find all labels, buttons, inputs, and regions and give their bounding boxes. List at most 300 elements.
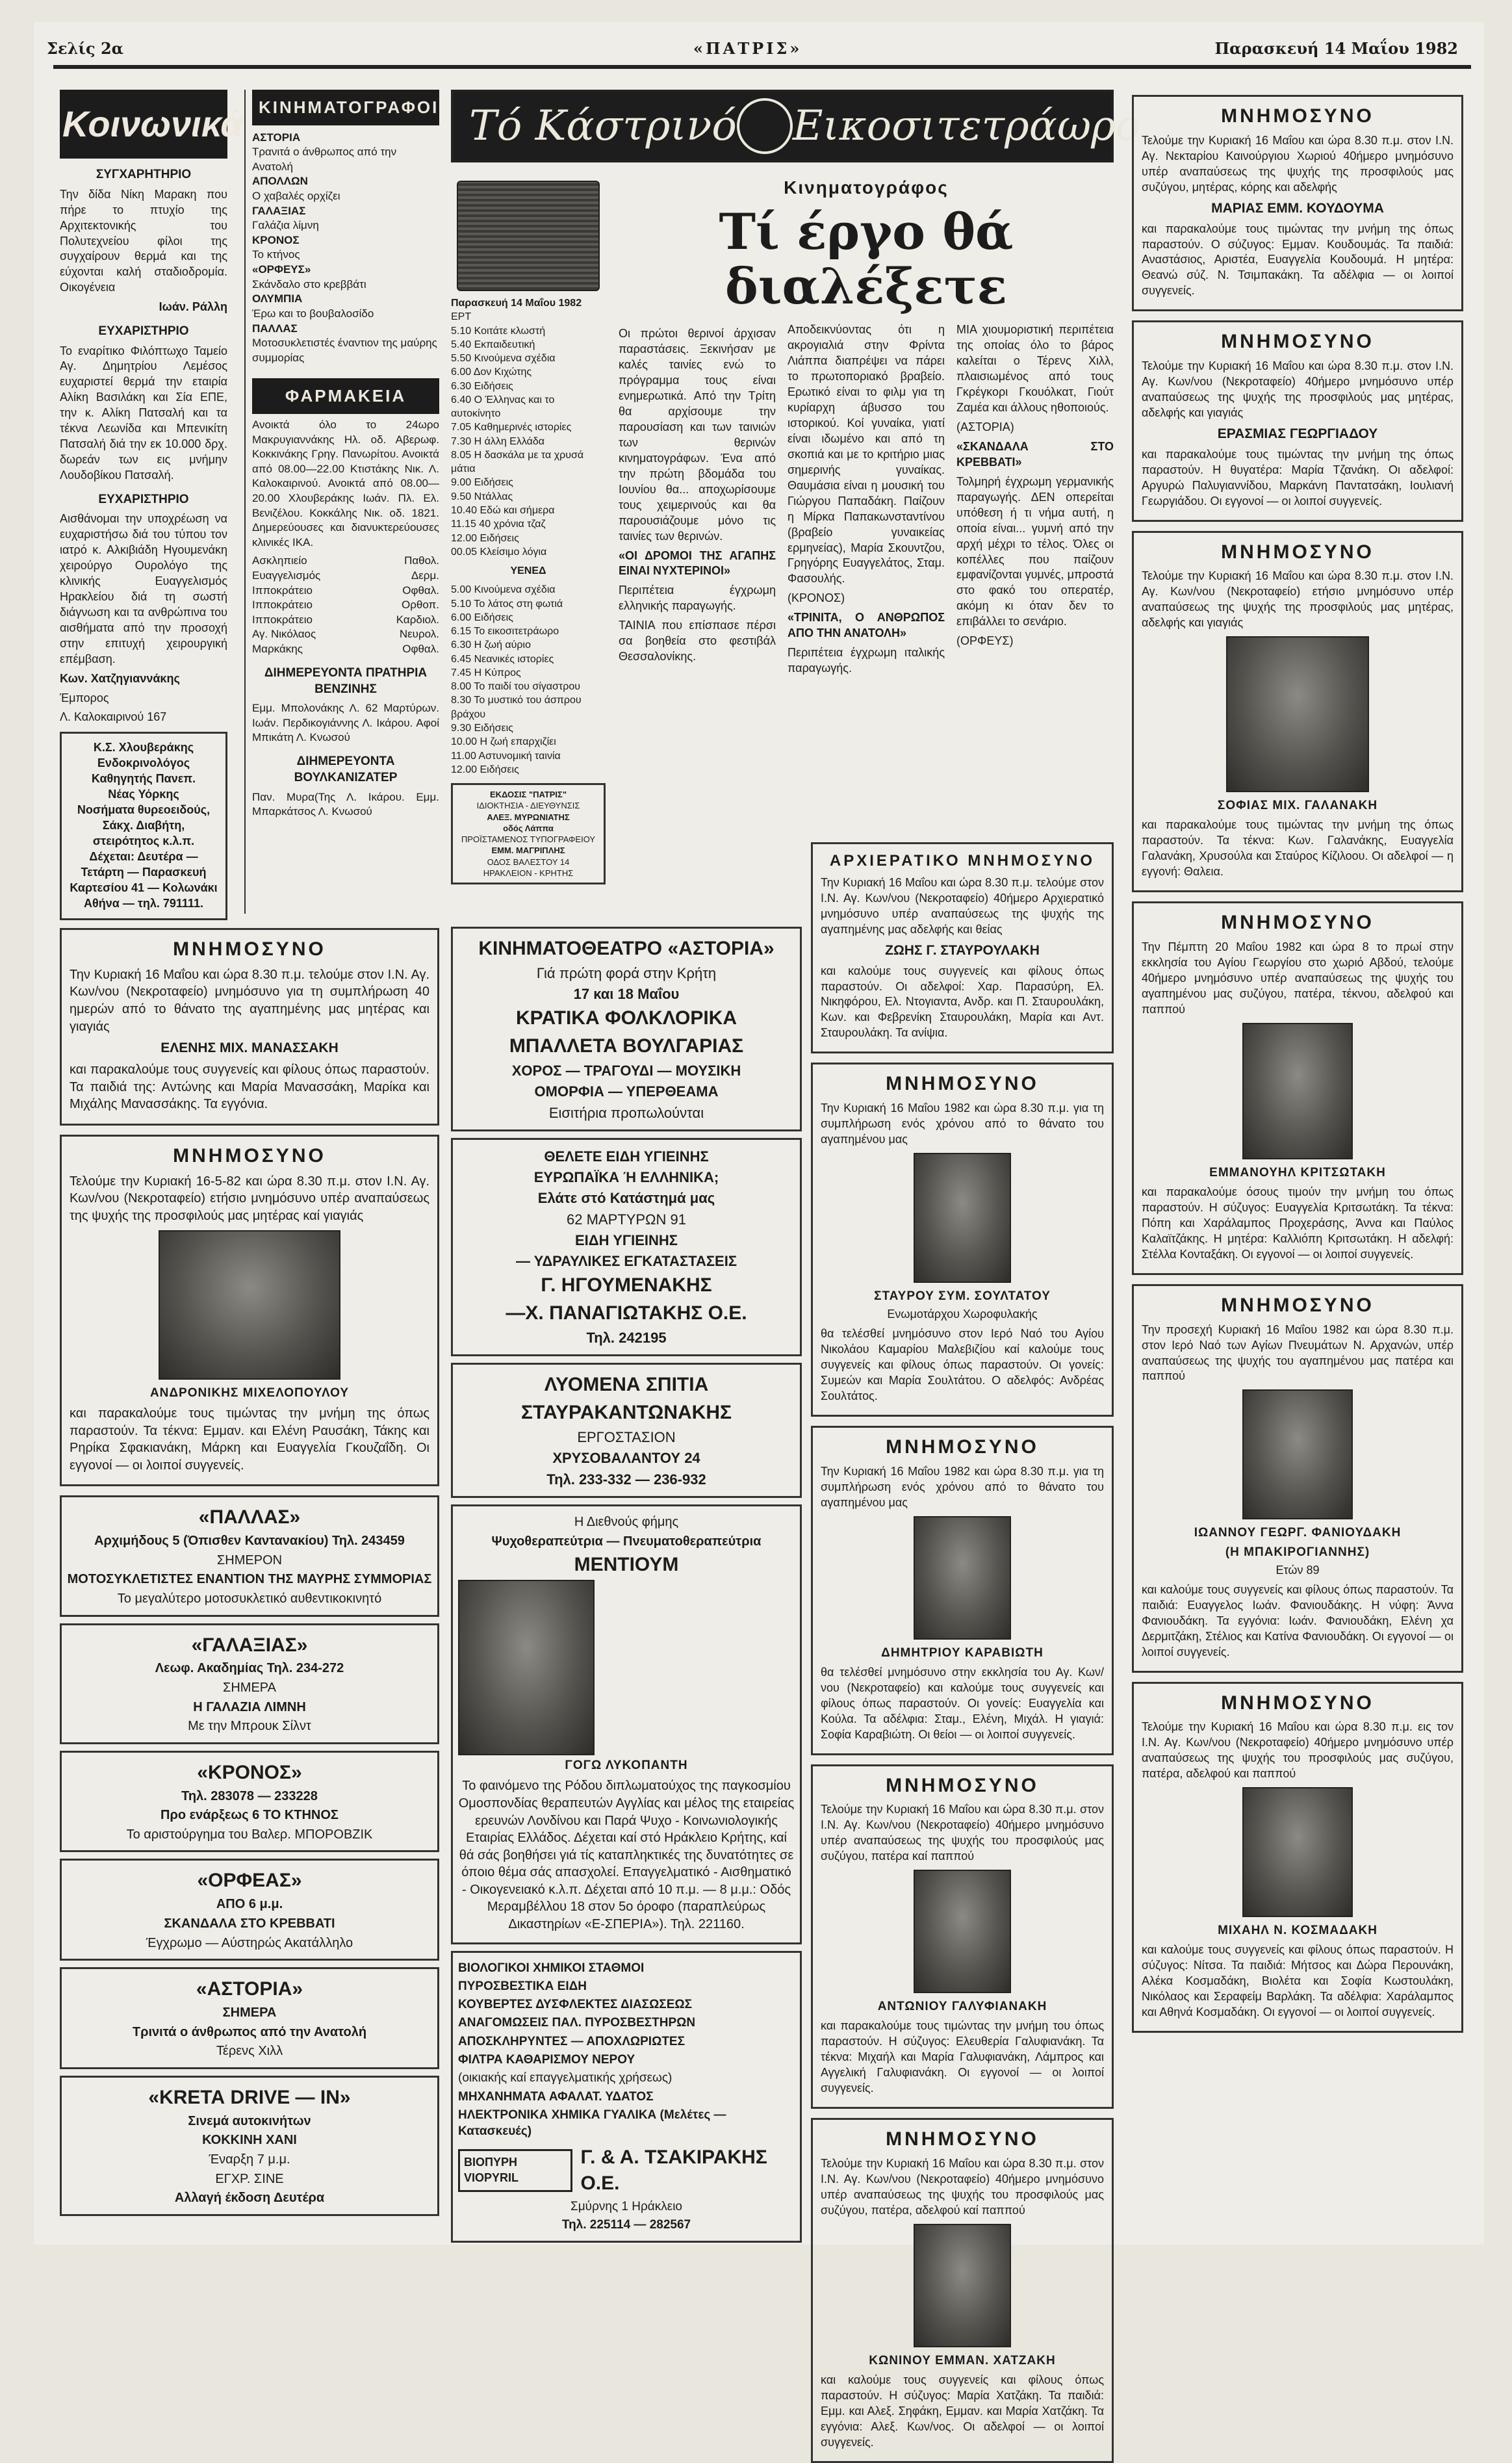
memorial-family: και παρακαλούμε τους τιμώντας την μνήμη της όπως παραστούν. Ο σύζυγος: Εμμαν. Κουδουμάς. Τα παιδιά: Αναστάσιος, Αριστέα, Ευαγγελία Κουδουμά. Η μητέρα: Θεανώ σύζ. Ν. Τσιμπακάκη. Τα αδέλφια — οι λοιποί συγγενείς. (1142, 222, 1454, 298)
text-line: ΚΡΟΝΟΣ (252, 233, 300, 246)
left-lower-column (60, 928, 439, 2234)
clinic-table (252, 554, 439, 656)
text-line: ΟΔΟΣ ΒΑΛΕΣΤΟΥ 14 (487, 857, 570, 867)
text-line: Ο χαβαλές ορχίζει (252, 190, 340, 203)
text-line: 6.30 Ειδήσεις (451, 380, 513, 392)
advert-line: Νέας Υόρκης (108, 788, 179, 801)
text-line: 8.00 Το παιδί του σίγαστρου (451, 681, 580, 693)
pharmacies-text: Ανοικτά όλο το 24ωρο Μακρυγιαννάκης Ηλ. οδ. Αβερωφ. Κοκκινάκης Γρηγ. Πανωρίτου. Ανοικτά από 08.00—22.00 Κτιστάκης Νικ. Λ. Καλοκαιρινού. Ανοικτά από 08.00—20.00 Χλουβεράκης Ιωάν. Πλ. Ελ. Βενιζέλου. Κοκκάλης Νικ. οδ. 1821. Δημερεύουσες και διανυκτερεύουσες κλινικές ΙΚΑ. (252, 418, 439, 548)
text-line: 5.10 Το λάτος στη φωτιά (451, 598, 563, 610)
tv-channel-heading: ΥΕΝΕΔ (510, 565, 546, 577)
review-cinema: (ΑΣΤΟΡΙΑ) (956, 420, 1014, 434)
memorial-notice (811, 2118, 1114, 2463)
memorial-family: θα τελέσθεί μνημόσυνο στην εκκλησία του Αγ. Κων/νου (Νεκροταφείο) και καλούμε τους συγγενείς και φίλους όπως παραστούν. Οι γονείς: Ευαγγελία και Κούλα. Τα αδέλφια: Σταμ., Ελένη, Μιχάλ. Η γιαγιά: Σοφία Καραβιώτη. Οι θείοι — οι λοιποί συγγενείς. (821, 1665, 1104, 1741)
text-line: Τηλ. 283078 — 233228 (181, 1788, 318, 1803)
memorial-notice (60, 928, 439, 1126)
memorial-notice (811, 1063, 1114, 1417)
memorial-family: και καλούμε τους συγγενείς και φίλους όπως παραστούν. Η σύζυγος: Νίτσα. Τα παιδιά: Μήτσος και Δώρα Περουνάκη, Αλέκα Κοσμαδάκη, Βιολέτα και Σοφία Κωστουλάκη, Νικόλαος και Σεραφείμ Βαρλάκη. Τα αδέλφια: Χαράλαμπος και Αθηνά Κοσμαδάκη. Οι εγγονοί — οι λοιποί συγγενείς. (1142, 1943, 1454, 2019)
text-line: ΣΚΑΝΔΑΛΑ ΣΤΟ ΚΡΕΒΒΑΤΙ (164, 1916, 335, 1931)
portrait-photo (914, 1870, 1011, 1993)
text-line: 11.15 40 χρόνια τζαζ (451, 519, 546, 530)
memorial-text: Την Κυριακή 16 Μαΐου και ώρα 8.30 π.μ. τελούμε στον Ι.Ν. Αγ. Κων/νου (Νεκροταφείο) μνημόσυνο για τη συμπλήρωση 40 ημερών από το θάνατο της αγαπημένης μας μητέρας και γιαγιάς (70, 967, 429, 1034)
advert-line: Κ.Σ. Χλουβεράκης (93, 741, 194, 754)
text-line: Αγ. Νικόλαος (252, 628, 316, 641)
text-line: 7.45 Η Κύπρος (451, 667, 521, 678)
text-line: 12.00 Ειδήσεις (451, 764, 519, 775)
film-title: «ΣΚΑΝΔΑΛΑ ΣΤΟ ΚΡΕΒΒΑΤΙ» (956, 439, 1114, 469)
review-text: ΜΙΑ χιουμοριστική περιπέτεια της οποίας όλο το βάρος καλείται ο Τέρενς Χιλλ, πλαισιωμένος από τους Γκρέγκορι Γκουόλκατ, Γιούτ Ζαμέα και άλλους ηθοποιούς. (956, 323, 1114, 415)
text-line: ΑΠΟ 6 μ.μ. (216, 1897, 283, 1912)
portrait-photo (1226, 636, 1369, 792)
cinema-advert (60, 1967, 439, 2069)
advert-text: Το φαινόμενο της Ρόδου διπλωματούχος της παγκοσμίου Ομοσπονδίας θεραπευτών Αγγλίας και μέλος της εταιρείας ερευνών Λονδίνου και Παρά Ψυχο - Κοινωνιολογικής Εταιρίας Ελλάδος. Δέχεται καί στό Ηράκλειο Κρήτης, καί θά σάς βοηθήσει γιά τίς καταπληκτικές της δυνατότητες σε όποιο θέμα σάς απασχολεί. Επαγγελματικό - Αισθηματικό - Οικογενειακό κ.λ.π. Δέχεται από 10 π.μ. — 8 μ.μ.: Οδός Μεραμβέλλου 18 στον 5ο όροφο (παραπλεύρως Δικαστηρίων «Ε-ΣΠΕΡΙΑ»). Τηλ. 221160. (458, 1779, 795, 1932)
cinema-advert (60, 1623, 439, 1744)
clinic-row (252, 627, 439, 642)
memorial-family: και παρακαλούμε τους τιμώντας την μνήμη της όπως παραστούν. Τα τέκνα: Εμμαν. και Ελένη Ραυσάκη, Τάκης και Ρηρίκα Σφακιανάκη, Μάρκη και Ευαγγελία Γκουζαΐδη. Οι εγγονοί — οι λοιποί συγγενείς. (70, 1406, 429, 1473)
memorial-title: ΑΡΧΙΕΡΑΤΙΚΟ ΜΝΗΜΟΣΥΝΟ (829, 852, 1096, 870)
memorial-family: και καλούμε τους συγγενείς και φίλους όπως παραστούν. Οι αδελφοί: Χαρ. Παρασύρη, Ελ. Νικηφόρου, Ελ. Ντογιαντα, Ανδρ. και Π. Σταυρουλάκη, Κων. και Φεβρενίκη Σταυρουλάκη, Μαρία και Αντ. Σταυρουλάκη. Τα ανίψια. (821, 964, 1104, 1040)
text-line: 12.00 Ειδήσεις (451, 532, 519, 544)
text-line: Τηλ. 242195 (586, 1330, 667, 1347)
text-line: ΟΜΟΡΦΙΑ — ΥΠΕΡΘΕΑΜΑ (534, 1083, 719, 1100)
text-line: Σινεμά αυτοκινήτων (188, 2113, 311, 2128)
text-line: ΜΗΧΑΝΗΜΑΤΑ ΑΦΑΛΑΤ. ΥΔΑΤΟΣ (458, 2089, 654, 2104)
memorial-text: Τελούμε την Κυριακή 16 Μαΐου και ώρα 8.30 π.μ. στον Ι.Ν. Αγ. Κων/νου (Νεκροταφείο) 40ήμερο μνημόσυνο υπέρ αναπαύσεως της ψυχής της προσφιλούς μας μητέρας, αδελφής και γιαγιάς (1142, 359, 1454, 419)
text-line: ΘΕΛΕΤΕ ΕΙΔΗ ΥΓΙΕΙΝΗΣ (544, 1148, 709, 1165)
notice-text: Εμμ. Μπολονάκης Λ. 62 Μαρτύρων. Ιωάν. Περδικογιάννης Λ. Ικάρου. Αφοί Μπικάτη Λ. Κνωσού (252, 702, 439, 744)
text-line: Έναρξη 7 μ.μ. (209, 2152, 290, 2167)
cinema-entry (252, 204, 439, 233)
notice-text: Αισθάνομαι την υποχρέωση να ευχαριστήσω διά του τύπου τον ιατρό κ. Αλκιβιάδη Ηγουμενάκη χειρούργο Ουρολόγο της κλινικής Ευαγγελισμός Ηρακλείου διά τη σωστή διάγνωση και τα ανθρώπινα του αισθήματα από την προσοχή στην επιτυχή χειρουργική επέμβαση. (60, 512, 227, 665)
section-subtitle: Κινηματογράφος (784, 177, 949, 198)
portrait-photo (914, 1516, 1011, 1640)
text-line: ΠΑΛΛΑΣ (252, 322, 298, 335)
text-line: Ιπποκράτειο (252, 599, 313, 612)
text-line: ΑΝΑΓΟΜΩΣΕΙΣ ΠΑΛ. ΠΥΡΟΣΒΕΣΤΗΡΩΝ (458, 2016, 696, 2030)
memorial-notice (1132, 1682, 1463, 2033)
memorial-notice (811, 1426, 1114, 1755)
text-line: Η Διεθνούς φήμης (574, 1514, 679, 1529)
text-line: 8.30 Το μυστικό του άσπρου βράχου (451, 695, 582, 720)
text-line: «ΠΑΛΛΑΣ» (198, 1506, 301, 1528)
text-line: Λεωφ. Ακαδημίας Τηλ. 234-272 (155, 1661, 344, 1676)
medium-advert (451, 1504, 802, 1944)
memorial-title: ΜΝΗΜΟΣΥΝΟ (1221, 1294, 1374, 1316)
text-line: 9.50 Ντάλλας (451, 491, 513, 502)
text-line: 6.30 Η ζωή αύριο (451, 639, 531, 651)
section-heading: ΕΥΧΑΡΙΣΤΗΡΙΟ (98, 492, 189, 506)
portrait-photo (1242, 1787, 1353, 1917)
advert-line: Ενδοκρινολόγος (97, 756, 190, 770)
cinema-entry (252, 263, 439, 292)
photo-age: Ετών 89 (1275, 1563, 1320, 1577)
text-line: ΧΟΡΟΣ — ΤΡΑΓΟΥΔΙ — ΜΟΥΣΙΚΗ (511, 1063, 741, 1079)
text-line: «ΑΣΤΟΡΙΑ» (196, 1978, 303, 2000)
photo-caption: ΚΩΝΙΝΟΥ ΕΜΜΑΝ. ΧΑΤΖΑΚΗ (869, 2353, 1056, 2367)
tv-guide (451, 175, 606, 878)
text-line: Παθολ. (404, 554, 439, 567)
memorial-title: ΜΝΗΜΟΣΥΝΟ (1221, 912, 1374, 934)
deceased-name: ΕΡΑΣΜΙΑΣ ΓΕΩΡΓΙΑΔΟΥ (1217, 426, 1378, 441)
tv-date: Παρασκευή 14 Μαΐου 1982 (451, 298, 582, 309)
notice-text: Το εναρίτικο Φιλόπτωχο Ταμείο Αγ. Δημητρίου Λεμέσος ευχαριστεί θερμά την εταιρία Αλίκη Βασιλάκη και Σία ΕΠΕ, την κ. Αλίκη Πατσαλή και τα τέκνα Λεωνίδα και Μπενικίτη Πατσαλή διά την εκ 10.000 δρχ. δωρεάν των εις μνήμην Λουδοβίκου Πατσαλή. (60, 344, 227, 482)
memorial-title: ΜΝΗΜΟΣΥΝΟ (173, 938, 326, 960)
memorial-family: θα τελέσθεί μνημόσυνο στον Ιερό Ναό του Αγίου Νικολάου Καμαρίου Μαλεβιζίου καί καλούμε τους συγγενείς και φίλους όπως παραστούν. Οι γονείς: Συμεών και Μαρία Σουλτάτου. Ο αδελφός: Ανδρέας Σουλτάτος. (821, 1327, 1104, 1402)
text-line: «ΓΑΛΑΞΙΑΣ» (191, 1634, 308, 1656)
memorial-text: Τελούμε την Κυριακή 16 Μαΐου και ώρα 8.30 π.μ. στον Ι.Ν. Αγ. Κων/νου (Νεκροταφείο) 40ήμερο μνημόσυνο υπέρ αναπαύσεως της ψυχής του προσφιλούς μας συζύγου, πατέρα, αδελφού καί παππού (821, 2157, 1104, 2217)
text-line: Ελάτε στό Κατάστημά μας (537, 1190, 715, 1207)
text-line: Το αριστούργημα του Βαλερ. ΜΠΟΡΟΒΖΙΚ (126, 1827, 373, 1842)
memorial-title: ΜΝΗΜΟΣΥΝΟ (886, 1436, 1039, 1458)
text-line: Γαλάζια λίμνη (252, 219, 319, 232)
text-line: Ευαγγελισμός (252, 569, 321, 582)
text-line: «ΟΡΦΕΑΣ» (197, 1870, 302, 1892)
portrait-photo (1242, 1023, 1353, 1159)
text-line: 5.00 Κινούμενα σχέδια (451, 584, 556, 596)
text-line: 5.40 Εκπαιδευτική (451, 339, 535, 350)
text-line: ΣΗΜΕΡΑ (222, 1681, 276, 1696)
text-line: ΧΡΥΣΟΒΑΛΑΝΤΟΥ 24 (552, 1450, 700, 1467)
notice-text: Παν. Μυρα(Της Λ. Ικάρου. Εμμ. Μπαρκάτσος Λ. Κνωσού (252, 790, 439, 818)
memorial-title: ΜΝΗΜΟΣΥΝΟ (173, 1144, 326, 1167)
text-line: Οφθαλ. (402, 643, 439, 656)
memorial-title: ΜΝΗΜΟΣΥΝΟ (1221, 541, 1374, 563)
portrait-photo (458, 1580, 595, 1755)
text-line: ΕΓΧΡ. ΣΙΝΕ (215, 2171, 284, 2186)
social-column (60, 90, 244, 914)
text-line: 11.00 Αστυνομική ταινία (451, 750, 561, 762)
text-line: 10.40 Εδώ και σήμερα (451, 504, 555, 516)
text-line: Το κτήνος (252, 248, 300, 261)
portrait-photo (159, 1230, 340, 1380)
review-text: ΤΑΙΝΙΑ που επίσπασε πέρσι σα βοηθεία στο φεστιβάλ Θεσσαλονίκης. Αποδεικνύοντας ότι η ακρογιαλιά στην Φρίντα Λιάππα διαπρέψει να πάρει το πρωτοποριακό βραβείο. Ερωτικό είναι το φιλμ για τη κυρίαρχη άβυσσο του ιστορικού. Κοί γυναίκα, γιατί είναι ιδωμένο και από τη σκοπιά και με το κριτήριο μιας σημερινής γυναίκας. Θαυμάσια είναι η μουσική του Γιώργου Παπαδάκη. Παίζουν η Μίρκα Παπακωνσταντίνου (βραβείο γυναικείας ερμηνείας), Μαρία Σκουντζου, Γρηγόρης Ευαγγελάτος, Σταμ. Φασουλής. (619, 323, 945, 664)
cinemas-heading: ΚΙΝΗΜΑΤΟΓΡΑΦΟΙ (252, 90, 439, 125)
memorial-notice (1132, 531, 1463, 893)
clinic-row (252, 584, 439, 599)
company-phone: Τηλ. 225114 — 282567 (561, 2218, 691, 2232)
page-number: Σελίς 2α (47, 39, 124, 58)
photo-caption: ΕΜΜΑΝΟΥΗΛ ΚΡΙΤΣΩΤΑΚΗ (1209, 1165, 1386, 1180)
film-title: «ΟΙ ΔΡΟΜΟΙ ΤΗΣ ΑΓΑΠΗΣ ΕΙΝΑΙ ΝΥΧΤΕΡΙΝΟΙ» (619, 548, 776, 578)
photo-caption: ΣΟΦΙΑΣ ΜΙΧ. ΓΑΛΑΝΑΚΗ (1217, 799, 1378, 813)
company-name: Γ. & Α. ΤΣΑΚΙΡΑΚΗΣ Ο.Ε. (580, 2147, 767, 2195)
review-cinema: (ΚΡΟΝΟΣ) (788, 591, 845, 605)
text-line: ΦΙΛΤΡΑ ΚΑΘΑΡΙΣΜΟΥ ΝΕΡΟΥ (458, 2053, 635, 2067)
cinema-advert (60, 2076, 439, 2216)
photo-subcaption: (Η ΜΠΑΚΙΡΟΓΙΑΝΝΗΣ) (1225, 1545, 1370, 1559)
photo-caption: ΑΝΤΩΝΙΟΥ ΓΑΛΥΦΙΑΝΑΚΗ (877, 2000, 1047, 2014)
obituaries-right (1132, 95, 1463, 2233)
text-line: (οικιακής καί επαγγελματικής χρήσεως) (458, 2071, 673, 2085)
memorial-title: ΜΝΗΜΟΣΥΝΟ (886, 1774, 1039, 1796)
text-line: ΗΛΕΚΤΡΟΝΙΚΑ ΧΗΜΙΚΑ ΓΥΑΛΙΚΑ (Μελέτες — Κατασκευές) (458, 2108, 726, 2139)
film-review (619, 175, 1114, 832)
banner-left-title: Τό Κάστρινό (469, 102, 737, 150)
newspaper-page (34, 22, 1484, 2449)
memorial-text: Τελούμε την Κυριακή 16 Μαΐου και ώρα 8.30 π.μ. εις τον Ι.Ν. Αγ. Κων/νου (Νεκροταφείο) 40ήμερο μνημόσυνο υπέρ αναπαύσεως της ψυχής του προσφιλούς μας συζύγου, πατέρα, αδελφού και παππού (1142, 1720, 1454, 1781)
text-line: —Χ. ΠΑΝΑΓΙΩΤΑΚΗΣ Ο.Ε. (506, 1302, 747, 1324)
memorial-text: Την προσεχή Κυριακή 16 Μαΐου 1982 και ώρα 8.30 π.μ. στον Ιερό Ναό των Αγίων Πνευμάτων Ν. Αρχανών, υπέρ αναπαύσεως της ψυχής του αγαπημένου μας πατέρα και παππού (1142, 1322, 1454, 1383)
deceased-name: ΜΑΡΙΑΣ ΕΜΜ. ΚΟΥΔΟΥΜΑ (1211, 200, 1384, 216)
text-line: ΜΠΑΛΛΕΤΑ ΒΟΥΛΓΑΡΙΑΣ (509, 1035, 744, 1057)
prefab-houses-advert (451, 1363, 802, 1498)
text-line: ΠΡΟΪΣΤΑΜΕΝΟΣ ΤΥΠΟΓΡΑΦΕΙΟΥ (461, 834, 596, 845)
memorial-notice (811, 1764, 1114, 2109)
memorial-notice (1132, 901, 1463, 1275)
memorial-text: Τελούμε την Κυριακή 16 Μαΐου και ώρα 8.30 π.μ. στον Ι.Ν. Αγ. Κων/νου (Νεκροταφείο) 40ήμερο μνημόσυνο υπέρ αναπαύσεως της ψυχής του προσφιλούς μας συζύγου, πατέρα καί παππού (821, 1803, 1104, 1863)
memorial-family: και καλούμε τους συγγενείς και φίλους όπως παραστούν. Η σύζυγος: Μαρία Χατζάκη. Τα παιδιά: Εμμ. και Αλεξ. Σηφάκη, Εμμαν. και Μαρία Χατζάκη. Τα εγγόνια: Αλεξ. Κων/νος. Οι αδελφοί — οι λοιποί συγγενείς. (821, 2373, 1104, 2449)
text-line: ΕΡΓΟΣΤΑΣΙΟΝ (577, 1429, 676, 1446)
cinema-entry (252, 131, 439, 175)
memorial-family: και παρακαλούμε όσους τιμούν την μνήμη του όπως παραστούν. Η σύζυγος: Ευαγγελία Κριτσωτάκη. Τα τέκνα: Πόπη και Χαράλαμπος Προχεράσης, Άννα και Παύλος Καλαϊτζάκης. Η μητέρα: Καλλιόπη Κριτσωτάκη. Η αδελφή: Στέλλα Κονταξάκη. Οι εγγονοί — οι λοιποί συγγενείς. (1142, 1185, 1454, 1261)
review-intro: Οι πρώτοι θερινοί άρχισαν παραστάσεις. Ξεκινήσαν με καλές ταινίες ενώ το πρόγραμμα τους είναι ενημερωτικά. Από την Τρίτη θα αρχίσουμε την παρουσίαση και των ταινιών των θερινών κινηματογράφων. Ένα από την πρώτη βδομάδα του Ιουνίου θα... αποχωρίσουμε τους χειμερινούς και θα παρουσιάζουμε μόνο τις ταινίες των θερινών. (619, 327, 776, 543)
photo-caption: ΑΝΔΡΟΝΙΚΗΣ ΜΙΧΕΛΟΠΟΥΛΟΥ (149, 1386, 350, 1400)
memorial-title: ΜΝΗΜΟΣΥΝΟ (886, 1073, 1039, 1095)
deceased-name: ΕΛΕΝΗΣ ΜΙΧ. ΜΑΝΑΣΣΑΚΗ (160, 1040, 339, 1056)
text-line: ΚΟΚΚΙΝΗ ΧΑΝΙ (202, 2133, 297, 2148)
fire-equipment-advert (451, 1951, 802, 2243)
masthead: «ΠΑΤΡΙΣ» (693, 39, 802, 58)
text-line: Ιπποκράτειο (252, 584, 313, 597)
text-line: ΕΙΔΗ ΥΓΙΕΙΝΗΣ (575, 1232, 678, 1248)
text-line: Εισιτήρια προπωλούνται (548, 1104, 704, 1121)
text-line: 6.00 Ειδήσεις (451, 612, 513, 623)
text-line: Δερμ. (411, 569, 439, 582)
text-line: 10.00 Η ζωή επαρχιζίει (451, 736, 556, 748)
memorial-family: και καλούμε τους συγγενείς και φίλους όπως παραστούν. Τα παιδιά: Ευαγγελος Ιωάν. Φανιουδάκης. Η νύφη: Άννα Φανιουδάκη. Τα εγγόνια: Ιωάν. Φανιουδάκη, Ελένη χα Δερμιτζάκη, Στέλιος και Κατίνα Φανιουδάκη. Οι εγγονοί — οι λοιποί συγγενείς. (1142, 1582, 1454, 1658)
text-line: ΜΟΤΟΣΥΚΛΕΤΙΣΤΕΣ ΕΝΑΝΤΙΟΝ ΤΗΣ ΜΑΥΡΗΣ ΣΥΜΜΟΡΙΑΣ (67, 1572, 432, 1587)
memorial-text: Την Κυριακή 16 Μαΐου 1982 και ώρα 8.30 π.μ. για τη συμπλήρωση ενός χρόνου από το θάνατο του αγαπημένου μας (821, 1464, 1104, 1509)
clinic-row (252, 642, 439, 657)
clinic-row (252, 554, 439, 569)
clinic-row (252, 569, 439, 584)
text-line: Οφθαλ. (402, 584, 439, 597)
text-line: ΣΗΜΕΡΑ (222, 2005, 277, 2020)
portrait-photo (914, 1153, 1011, 1283)
text-line: Γ. ΗΓΟΥΜΕΝΑΚΗΣ (541, 1274, 712, 1296)
text-line: Με την Μπρουκ Σίλντ (188, 1719, 311, 1734)
issue-date: Παρασκευή 14 Μαΐου 1982 (1214, 39, 1458, 58)
text-line: 9.00 Ειδήσεις (451, 477, 513, 489)
text-line: Τέρενς Χιλλ (216, 2044, 283, 2059)
text-line: Γιά πρώτη φορά στην Κρήτη (536, 964, 717, 981)
portrait-photo (914, 2224, 1011, 2347)
text-line: 00.05 Κλείσιμο λόγια (451, 546, 547, 558)
advert-line: Νοσήματα θυρεοειδούς, Σάκχ. Διαβήτη, στειρότητος κ.λ.π. (77, 803, 211, 848)
pharmacies-heading: ΦΑΡΜΑΚΕΙΑ (252, 378, 439, 414)
text-line: ΚΟΥΒΕΡΤΕΣ ΔΥΣΦΛΕΚΤΕΣ ΔΙΑΣΩΣΕΩΣ (458, 1998, 693, 2012)
text-line: Καρδιολ. (396, 613, 439, 626)
text-line: 6.40 Ο Έλληνας και το αυτοκίνητο (451, 394, 555, 420)
text-line: ΓΑΛΑΞΙΑΣ (252, 204, 306, 217)
text-line: Σκάνδαλο στο κρεββάτι (252, 277, 366, 290)
memorial-notice (1132, 320, 1463, 521)
cinema-advert (60, 1751, 439, 1853)
memorial-notice (811, 842, 1114, 1053)
tv-schedule-yened (451, 583, 606, 777)
text-line: Ορθοπ. (401, 599, 439, 612)
text-line: 8.05 Η δασκάλα με τα χρυσά μάτια (451, 449, 584, 475)
cinema-list (252, 131, 439, 366)
memorial-title: ΜΝΗΜΟΣΥΝΟ (1221, 331, 1374, 353)
text-line: Νευρολ. (399, 628, 439, 641)
text-line: Η ΓΑΛΑΖΙΑ ΛΙΜΝΗ (193, 1699, 306, 1714)
memorial-text: Τελούμε την Κυριακή 16 Μαΐου και ώρα 8.30 π.μ. στον Ι.Ν. Αγ. Νεκταρίου Καινούργιου Χωριού 40ήμερο μνημόσυνο υπέρ αναπαύσεως της ψυχής της προσφιλούς μας συζύγου, μητέρας, κόρης και αδελφής (1142, 133, 1454, 194)
text-line: ΕΡΤ (451, 311, 472, 323)
text-line: ΣΗΜΕΡΟΝ (216, 1553, 283, 1567)
text-line: οδός Λάππα (503, 823, 554, 833)
photo-caption: ΜΙΧΑΗΛ Ν. ΚΟΣΜΑΔΑΚΗ (1218, 1924, 1377, 1938)
text-line: ΚΙΝΗΜΑΤΟΘΕΑΤΡΟ «ΑΣΤΟΡΙΑ» (478, 938, 775, 959)
text-line: 6.00 Δον Κιχώτης (451, 367, 532, 378)
film-title: «ΤΡΙΝΙΤΑ, Ο ΑΝΘΡΩΠΟΣ ΑΠΟ ΤΗΝ ΑΝΑΤΟΛΗ» (788, 611, 945, 640)
text-line: Έρω και το βουβαλοσίδο (252, 307, 374, 320)
tv-schedule-ert (451, 310, 606, 559)
memorial-title: ΜΝΗΜΟΣΥΝΟ (886, 2128, 1039, 2150)
photo-caption: ΔΗΜΗΤΡΙΟΥ ΚΑΡΑΒΙΩΤΗ (881, 1645, 1044, 1660)
section-heading: ΣΥΓΧΑΡΗΤΗΡΙΟ (96, 168, 192, 182)
section-banner (451, 90, 1141, 162)
deceased-name: ΖΩΗΣ Γ. ΣΤΑΥΡΟΥΛΑΚΗ (885, 942, 1040, 958)
memorial-family: και παρακαλούμε τους συγγενείς και φίλους όπως παραστούν. Τα παιδιά της: Αντώνης και Μαρία Μανασσάκη, Μαρίκα και Μιχάλης Μανασσάκης. Τα εγγόνια. (70, 1063, 429, 1112)
notice-text: Την δίδα Νίκη Μαρακη που πήρε το πτυχίο της Αρχιτεκτονικής του Πολυτεχνείου φίλοι της συγχαίρουν θερμά και της εύχονται καλή σταδιοδρομία. Οικογένεια (60, 187, 227, 294)
photo-caption: ΓΟΓΩ ΛΥΚΟΠΑΝΤΗ (565, 1759, 688, 1773)
text-line: Μοτοσυκλετιστές έναντιον της μαύρης συμμορίας (252, 337, 437, 364)
cinema-entry (252, 174, 439, 203)
signature: Κων. Χατζηγιαννάκης (60, 671, 180, 685)
text-line: ΒΙΟΛΟΓΙΚΟΙ ΧΗΜΙΚΟΙ ΣΤΑΘΜΟΙ (458, 1961, 645, 1975)
text-line: ΟΛΥΜΠΙΑ (252, 292, 303, 305)
memorial-text: Τελούμε την Κυριακή 16-5-82 και ώρα 8.30 π.μ. στον Ι.Ν. Αγ. Κων/νου (Νεκροταφείο) ετήσιο μνημόσυνο υπέρ αναπαύσεως της ψυχής της προσφιλούς μας μητέρας καί γιαγιάς (70, 1174, 429, 1224)
clinic-row (252, 613, 439, 628)
text-line: Μαρκάκης (252, 643, 303, 656)
advert-line: Καθηγητής Πανεπ. (91, 772, 196, 786)
cinema-advert (60, 1495, 439, 1616)
text-line: 5.50 Κινούμενα σχέδια (451, 353, 556, 365)
text-line: ΠΥΡΟΣΒΕΣΤΙΚΑ ΕΙΔΗ (458, 1979, 587, 1993)
text-line: ΕΥΡΩΠΑΪΚΑ Ή ΕΛΛΗΝΙΚΑ; (533, 1169, 719, 1186)
signature: Ιωάν. Ράλλη (159, 300, 227, 314)
review-cinema: (ΟΡΦΕΥΣ) (956, 634, 1014, 648)
clinic-row (252, 598, 439, 613)
text-line: ΛΥΟΜΕΝΑ ΣΠΙΤΙΑ (544, 1374, 709, 1396)
review-headline: Τί έργο θά διαλέξετε (719, 203, 1014, 315)
text-line: 7.30 Η άλλη Ελλάδα (451, 435, 545, 447)
signature-address: Λ. Καλοκαιρινού 167 (60, 710, 167, 724)
photo-caption: ΣΤΑΥΡΟΥ ΣΥΜ. ΣΟΥΛΤΑΤΟΥ (874, 1289, 1051, 1303)
text-line: ΑΠΟΛΛΩΝ (252, 175, 308, 188)
obituaries-center (811, 842, 1114, 2449)
memorial-title: ΜΝΗΜΟΣΥΝΟ (1221, 1692, 1374, 1714)
banner-right-title: Εικοσιτετράωρο (792, 102, 1141, 150)
signature-title: Έμπορος (60, 691, 109, 704)
text-line: Τηλ. 233-332 — 236-932 (546, 1471, 706, 1488)
text-line: 62 ΜΑΡΤΥΡΩΝ 91 (567, 1211, 686, 1228)
company-logo: ΒΙΟΠΥΡΗ VIOPYRIL (458, 2149, 572, 2192)
text-line: Τρανιτά ο άνθρωπος από την Ανατολή (252, 146, 397, 173)
text-line: ΙΔΙΟΚΤΗΣΙΑ - ΔΙΕΥΘΥΝΣΙΣ (476, 801, 580, 811)
memorial-family: και παρακαλούμε τους τιμώντας την μνήμη της όπως παραστούν. Τα τέκνα: Κων. Γαλανάκης, Ευαγγελία Γαλανάκη, Χρυσούλα και Σταύρος Κίζιλοου. Οι αδελφοί — η εγγονή: Θαλεια. (1142, 818, 1454, 879)
text-line: — ΥΔΡΑΥΛΙΚΕΣ ΕΓΚΑΤΑΣΤΑΣΕΙΣ (515, 1253, 737, 1270)
section-heading: ΕΥΧΑΡΙΣΤΗΡΙΟ (98, 324, 189, 339)
photo-caption: ΙΩΑΝΝΟΥ ΓΕΩΡΓ. ΦΑΝΙΟΥΔΑΚΗ (1194, 1526, 1402, 1540)
photo-subcaption: Ενωμοτάρχου Χωροφυλακής (887, 1308, 1038, 1321)
memorial-title: ΜΝΗΜΟΣΥΝΟ (1221, 105, 1374, 127)
text-line: Έγχρωμο — Αύστηρώς Ακατάλληλο (146, 1935, 353, 1950)
text-line: ΑΣΤΟΡΙΑ (252, 131, 301, 144)
memorial-notice (1132, 1284, 1463, 1673)
text-line: 7.05 Καθημερινές ιστορίες (451, 422, 572, 433)
text-line: 17 και 18 Μαΐου (573, 986, 680, 1003)
text-line: Τρινιτά ο άνθρωπος από την Ανατολή (132, 2024, 367, 2039)
review-columns (619, 322, 1114, 677)
text-line: Προ ενάρξεως 6 ΤΟ ΚΤΗΝΟΣ (160, 1808, 339, 1823)
portrait-photo (1242, 1389, 1353, 1519)
text-line: ΣΤΑΥΡΑΚΑΝΤΩΝΑΚΗΣ (521, 1402, 732, 1424)
cinema-entry (252, 292, 439, 321)
company-address: Σμύρνης 1 Ηράκλειο (570, 2200, 682, 2214)
memorial-text: Την Κυριακή 16 Μαΐου και ώρα 8.30 π.μ. τελούμε στον Ι.Ν. Αγ. Κων/νου (Νεκροταφείο) 40ήμερο Αρχιερατικό μνημόσυνο υπέρ αναπαύσεως της ψυχής της αγαπημένης μας αδελφής και θείας (821, 875, 1104, 936)
film-subtitle: Περιπέτεια έγχρωμη ελληνικής παραγωγής. (619, 584, 776, 613)
memorial-notice (60, 1135, 439, 1486)
text-line: ΗΡΑΚΛΕΙΟΝ - ΚΡΗΤΗΣ (483, 868, 574, 878)
memorial-text: Τελούμε την Κυριακή 16 Μαΐου και ώρα 8.30 π.μ. στον Ι.Ν. Αγ. Κων/νου (Νεκροταφείο) ετήσιο μνημόσυνο υπέρ αναπαύσεως της ψυχής της προσφιλούς μας μητέρας, αδελφής και γιαγιάς (1142, 569, 1454, 630)
emblem-icon (737, 98, 793, 154)
text-line: 9.30 Ειδήσεις (451, 722, 513, 734)
text-line: Ασκληπιείο (252, 554, 307, 567)
header-rule (53, 65, 1471, 69)
text-line: Το μεγαλύτερο μοτοσυκλετικό αυθεντικοκινητό (117, 1591, 382, 1606)
cinema-entry (252, 233, 439, 263)
text-line: Αλλαγή έκδοση Δευτέρα (174, 2191, 325, 2206)
text-line: Ψυχοθεραπεύτρια — Πνευματοθεραπεύτρια (491, 1534, 762, 1549)
film-subtitle: Περιπέτεια έγχρωμη ιταλικής παραγωγής. (788, 646, 945, 675)
memorial-notice (1132, 95, 1463, 311)
memorial-family: και παρακαλούμε τους τιμώντας την μνήμη του όπως παραστούν. Η σύζυγος: Ελευθερία Γαλυφιανάκη. Τα τέκνα: Μιχαήλ και Μαρία Γαλυφιανάκη, Λάμπρος και Αγγελική Γαλυφιανάκη. Οι εγγονοί — οι λοιποί συγγενείς. (821, 2019, 1104, 2095)
text-line: ΕΚΔΟΣΙΣ "ΠΑΤΡΙΣ" (489, 790, 567, 800)
review-text: Τολμηρή έγχρωμη γερμανικής παραγωγής. ΔΕΝ οπερείται υπόθεση ή τι νήμα αυτή, η οποία είναι... γυμνή από την αρχή μέχρι το τέλος. Όλες οι κοπέλλες που παίζουν εμφανίζονται γυμνές, μπροστά στο φακό του οπερατέρ, ακόμη κι όταν δεν το επιβάλλει το σενάριο. (956, 474, 1114, 628)
text-line: 6.45 Νεανικές ιστορίες (451, 653, 554, 665)
text-line: ΕΜΜ. ΜΑΓΡΙΠΛΗΣ (491, 845, 565, 856)
section-heading: ΔΙΗΜΕΡΕΥΟΝΤΑ ΠΡΑΤΗΡΙΑ ΒΕΝΖΙΝΗΣ (264, 665, 428, 696)
text-line: ΑΛΕΞ. ΜΥΡΩΝΙΑΤΗΣ (487, 812, 570, 822)
middle-ads-column (451, 927, 802, 2233)
listings-column (244, 90, 439, 914)
text-line: ΜΕΝΤΙΟΥΜ (574, 1554, 679, 1576)
memorial-text: Την Πέμπτη 20 Μαΐου 1982 και ώρα 8 το πρωί στην εκκλησία του Αγίου Γεωργίου στο χωριό Αβδού, τελούμε 40ήμερο μνημόσυνο υπέρ αναπαύσεως της ψυχής του αγαπημένου μας συζύγου, πατέρα, τέκνου, αδελφού και παππού (1142, 940, 1454, 1016)
memorial-text: Την Κυριακή 16 Μαΐου 1982 και ώρα 8.30 π.μ. για τη συμπλήρωση ενός χρόνου από το θάνατο του αγαπημένου μας (821, 1102, 1104, 1146)
cinema-entry (252, 322, 439, 366)
text-line: «ΟΡΦΕΥΣ» (252, 263, 311, 276)
advert-line: Δέχεται: Δευτέρα — Τετάρτη — Παρασκευή Καρτεσίου 41 — Κολωνάκι Αθήνα — τηλ. 791111. (70, 849, 218, 910)
press-imprint (451, 783, 606, 884)
social-title: Κοινωνικά (60, 90, 227, 159)
text-line: 5.10 Κοιτάτε κλωστή (451, 325, 546, 337)
doctor-advert (60, 732, 227, 920)
cinema-advert (60, 1859, 439, 1961)
text-line: Ιπποκράτειο (252, 613, 313, 626)
text-line: 6.15 Το εικοσιτετράωρο (451, 626, 559, 638)
text-line: Αρχιμήδους 5 (Όπισθεν Καντανακίου) Τηλ. 243459 (94, 1534, 405, 1549)
section-heading: ΔΙΗΜΕΡΕΥΟΝΤΑ ΒΟΥΛΚΑΝΙΖΑΤΕΡ (294, 754, 398, 785)
text-line: ΑΠΟΣΚΛΗΡΥΝΤΕΣ — ΑΠΟΧΛΩΡΙΩΤΕΣ (458, 2034, 686, 2048)
text-line: «ΚΡΟΝΟΣ» (197, 1761, 302, 1783)
tv-screen-icon (457, 181, 600, 291)
text-line: ΚΡΑΤΙΚΑ ΦΟΛΚΛΟΡΙΚΑ (516, 1007, 737, 1029)
sanitary-advert (451, 1138, 802, 1357)
memorial-family: και παρακαλούμε τους τιμώντας την μνήμη της όπως παραστούν. Η θυγατέρα: Μαρία Τζανάκη. Οι αδελφοί: Αργυρώ Παλυγιαννίδου, Μαρκάνη Παντατσάκη, Ιουλιανή Γεωργιάδου. Οι εγγονοί — οι λοιποί συγγενείς. (1142, 447, 1454, 508)
text-line: «ΚRΕΤΑ DRIVE — IN» (148, 2086, 351, 2108)
